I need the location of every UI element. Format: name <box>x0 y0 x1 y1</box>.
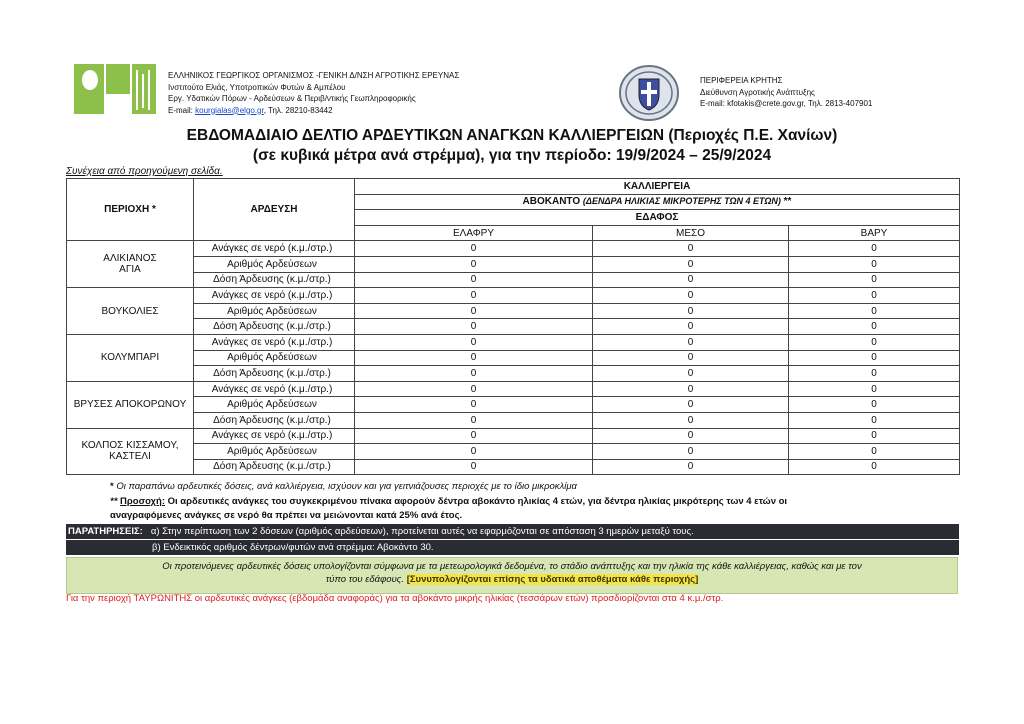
remarks-b: β) Ενδεικτικός αριθμός δέντρων/φυτών ανά στρέμμα: Αβοκάντο 30. <box>152 542 434 553</box>
irrigation-table <box>66 178 960 475</box>
region-cell <box>67 428 194 475</box>
soil-heavy: ΒΑΡΥ <box>789 225 960 241</box>
value-cell: 0 <box>593 444 789 460</box>
table-row <box>67 444 960 460</box>
continuation-note: Συνέχεια από προηγούμενη σελίδα. <box>66 166 223 177</box>
measure-label: Δόση Άρδευσης (κ.μ./στρ.) <box>194 412 355 428</box>
value-cell: 0 <box>789 397 960 413</box>
value-cell: 0 <box>593 272 789 288</box>
crop-note: (ΔΕΝΔΡΑ ΗΛΙΚΙΑΣ ΜΙΚΡΟΤΕΡΗΣ ΤΩΝ 4 ΕΤΩΝ) <box>582 196 781 207</box>
region-line-3: E-mail: kfotakis@crete.gov.gr, Τηλ. 2813-407901 <box>700 99 873 108</box>
region-name: ΒΡΥΣΕΣ ΑΠΟΚΟΡΩΝΟΥ <box>73 399 187 411</box>
value-cell: 0 <box>593 428 789 444</box>
footnote-1-star: * <box>110 481 114 492</box>
measure-label: Δόση Άρδευσης (κ.μ./στρ.) <box>194 459 355 475</box>
value-cell: 0 <box>355 303 593 319</box>
region-cell <box>67 288 194 335</box>
measure-label: Αριθμός Αρδεύσεων <box>194 256 355 272</box>
value-cell: 0 <box>593 319 789 335</box>
phone-text: , Τηλ. 28210-83442 <box>263 105 333 115</box>
measure-label: Ανάγκες σε νερό (κ.μ./στρ.) <box>194 381 355 397</box>
value-cell: 0 <box>593 412 789 428</box>
footnote-1 <box>110 481 577 492</box>
tavronitis-note: Για την περιοχή ΤΑΥΡΩΝΙΤΗΣ οι αρδευτικές ανάγκες (εβδομάδα αναφοράς) για τα αβοκάντο μικρής ηλικίας (τεσσάρων ετών) προσδιορίζονται στα 4 κ.μ./στρ. <box>66 593 724 604</box>
header-right <box>618 64 872 122</box>
value-cell: 0 <box>789 256 960 272</box>
value-cell: 0 <box>355 288 593 304</box>
footnote-2 <box>110 496 787 507</box>
value-cell: 0 <box>355 272 593 288</box>
footnote-1-text: Οι παραπάνω αρδευτικές δόσεις, ανά καλλιέργεια, ισχύουν και για γειτνιάζουσες περιοχές με το ίδιο μικροκλίμα <box>113 481 577 492</box>
measure-label: Αριθμός Αρδεύσεων <box>194 350 355 366</box>
value-cell: 0 <box>789 319 960 335</box>
value-cell: 0 <box>593 350 789 366</box>
table-row <box>67 459 960 475</box>
value-cell: 0 <box>355 397 593 413</box>
table-row <box>67 319 960 335</box>
value-cell: 0 <box>355 241 593 257</box>
value-cell: 0 <box>355 256 593 272</box>
region-cell <box>67 241 194 288</box>
measure-label: Ανάγκες σε νερό (κ.μ./στρ.) <box>194 241 355 257</box>
measure-label: Δόση Άρδευσης (κ.μ./στρ.) <box>194 366 355 382</box>
header-left <box>74 64 459 116</box>
crop-stars: ** <box>780 196 792 208</box>
region-line-2: Διεύθυνση Αγροτικής Ανάπτυξης <box>700 87 815 97</box>
table-row <box>67 241 960 257</box>
value-cell: 0 <box>789 288 960 304</box>
value-cell: 0 <box>355 444 593 460</box>
email-link[interactable]: kourgialas@elgo.gr <box>195 105 264 115</box>
table-row <box>67 412 960 428</box>
measure-label: Αριθμός Αρδεύσεων <box>194 303 355 319</box>
footnote-2-label: Προσοχή: <box>120 496 165 507</box>
header-irrigation: ΑΡΔΕΥΣΗ <box>194 179 355 241</box>
table-row <box>67 350 960 366</box>
value-cell: 0 <box>789 366 960 382</box>
table-row <box>67 256 960 272</box>
region-name: ΑΛΙΚΙΑΝΟΣ <box>103 253 157 265</box>
value-cell: 0 <box>355 381 593 397</box>
org-contact <box>168 105 459 117</box>
table-row <box>67 288 960 304</box>
measure-label: Ανάγκες σε νερό (κ.μ./στρ.) <box>194 428 355 444</box>
value-cell: 0 <box>789 334 960 350</box>
value-cell: 0 <box>355 319 593 335</box>
value-cell: 0 <box>593 288 789 304</box>
value-cell: 0 <box>789 241 960 257</box>
footnote-2-line-2: αναγραφόμενες ανάγκες σε νερό θα πρέπει να μειώνονται κατά 25% ανά έτος. <box>110 510 463 521</box>
value-cell: 0 <box>355 366 593 382</box>
table-row <box>67 428 960 444</box>
value-cell: 0 <box>789 412 960 428</box>
footnote-2-star: ** <box>110 496 118 507</box>
table-row <box>67 334 960 350</box>
region-name-2: ΑΓΙΑ <box>119 264 141 276</box>
value-cell: 0 <box>789 444 960 460</box>
value-cell: 0 <box>593 459 789 475</box>
region-name: ΚΟΛΥΜΠΑΡΙ <box>100 352 160 364</box>
region-name: ΒΟΥΚΟΛΙΕΣ <box>101 305 159 317</box>
measure-label: Αριθμός Αρδεύσεων <box>194 444 355 460</box>
value-cell: 0 <box>789 350 960 366</box>
measure-label: Αριθμός Αρδεύσεων <box>194 397 355 413</box>
value-cell: 0 <box>789 459 960 475</box>
footnote-2-line-1: Οι αρδευτικές ανάγκες του συγκεκριμένου πίνακα αφορούν δέντρα αβοκάντο ηλικίας 4 ετών, για δέντρα ηλικίας μικρότερης των 4 ετών οι <box>164 496 788 507</box>
measure-label: Ανάγκες σε νερό (κ.μ./στρ.) <box>194 334 355 350</box>
elgo-dimitra-logo <box>74 64 158 114</box>
region-cell <box>67 334 194 381</box>
methodology-line-2: τύπο του εδάφους. <box>325 574 407 585</box>
region-line-1: ΠΕΡΙΦΕΡΕΙΑ ΚΡΗΤΗΣ <box>700 76 783 85</box>
org-line-1: ΕΛΛΗΝΙΚΟΣ ΓΕΩΡΓΙΚΟΣ ΟΡΓΑΝΙΣΜΟΣ -ΓΕΝΙΚΗ Δ/ΝΣΗ ΑΓΡΟΤΙΚΗΣ ΕΡΕΥΝΑΣ <box>168 71 460 80</box>
remarks-bar-b <box>66 540 959 555</box>
header-crop: ΚΑΛΛΙΕΡΓΕΙΑ <box>355 179 960 195</box>
water-reserves-highlight: [Συνυπολογίζονται επίσης τα υδατικά αποθέματα κάθε περιοχής] <box>406 574 699 585</box>
value-cell: 0 <box>593 381 789 397</box>
value-cell: 0 <box>789 381 960 397</box>
remarks-bar-a <box>66 524 959 539</box>
value-cell: 0 <box>355 412 593 428</box>
value-cell: 0 <box>355 350 593 366</box>
email-label: E-mail: <box>168 105 196 115</box>
header-soil: ΕΔΑΦΟΣ <box>355 210 960 226</box>
value-cell: 0 <box>593 397 789 413</box>
remarks-a: α) Στην περίπτωση των 2 δόσεων (αριθμός αρδεύσεων), προτείνεται αυτές να εφαρμόζονται σε απόσταση 3 ημερών μεταξύ τους. <box>150 526 694 537</box>
value-cell: 0 <box>355 428 593 444</box>
org-line-2: Ινστιτούτο Ελιάς, Υποτροπικών Φυτών & Αμπέλου <box>168 82 346 92</box>
value-cell: 0 <box>789 428 960 444</box>
table-row <box>67 272 960 288</box>
soil-light: ΕΛΑΦΡΥ <box>355 225 593 241</box>
value-cell: 0 <box>789 303 960 319</box>
methodology-line-1: Οι προτεινόμενες αρδευτικές δόσεις υπολογίζονται σύμφωνα με τα μετεωρολογικά δεδομένα, το στάδιο ανάπτυξης και την ηλικία της κάθε καλλιέργειας, καθώς και με τον <box>162 561 862 572</box>
crop-name-cell <box>355 194 960 210</box>
org-line-3: Εργ. Υδατικών Πόρων - Αρδεύσεων & Περιβ/ντικής Γεωπληροφορικής <box>168 94 416 103</box>
value-cell: 0 <box>593 241 789 257</box>
header-area: ΠΕΡΙΟΧΗ * <box>67 179 194 241</box>
greek-coat-of-arms-seal <box>618 64 680 122</box>
remarks-label: ΠΑΡΑΤΗΡΗΣΕΙΣ: <box>68 526 143 537</box>
measure-label: Δόση Άρδευσης (κ.μ./στρ.) <box>194 272 355 288</box>
measure-label: Ανάγκες σε νερό (κ.μ./στρ.) <box>194 288 355 304</box>
value-cell: 0 <box>789 272 960 288</box>
measure-label: Δόση Άρδευσης (κ.μ./στρ.) <box>194 319 355 335</box>
methodology-note <box>66 557 958 594</box>
table-row <box>67 381 960 397</box>
page-title: ΕΒΔΟΜΑΔΙΑΙΟ ΔΕΛΤΙΟ ΑΡΔΕΥΤΙΚΩΝ ΑΝΑΓΚΩΝ ΚΑΛΛΙΕΡΓΕΙΩΝ (Περιοχές Π.Ε. Χανίων) <box>186 127 838 144</box>
value-cell: 0 <box>593 334 789 350</box>
page-subtitle: (σε κυβικά μέτρα ανά στρέμμα), για την περίοδο: 19/9/2024 – 25/9/2024 <box>252 147 772 164</box>
value-cell: 0 <box>593 256 789 272</box>
value-cell: 0 <box>593 303 789 319</box>
table-row <box>67 366 960 382</box>
crop-name: ΑΒΟΚΑΝΤΟ <box>522 196 581 208</box>
table-row <box>67 397 960 413</box>
methodology-line-2-wrap <box>67 573 957 586</box>
region-name: ΚΟΛΠΟΣ ΚΙΣΣΑΜΟΥ, <box>81 440 179 452</box>
region-cell <box>67 381 194 428</box>
soil-medium: ΜΕΣΟ <box>593 225 789 241</box>
region-name-2: ΚΑΣΤΕΛΙ <box>109 451 151 463</box>
value-cell: 0 <box>355 334 593 350</box>
value-cell: 0 <box>593 366 789 382</box>
value-cell: 0 <box>355 459 593 475</box>
table-row <box>67 303 960 319</box>
